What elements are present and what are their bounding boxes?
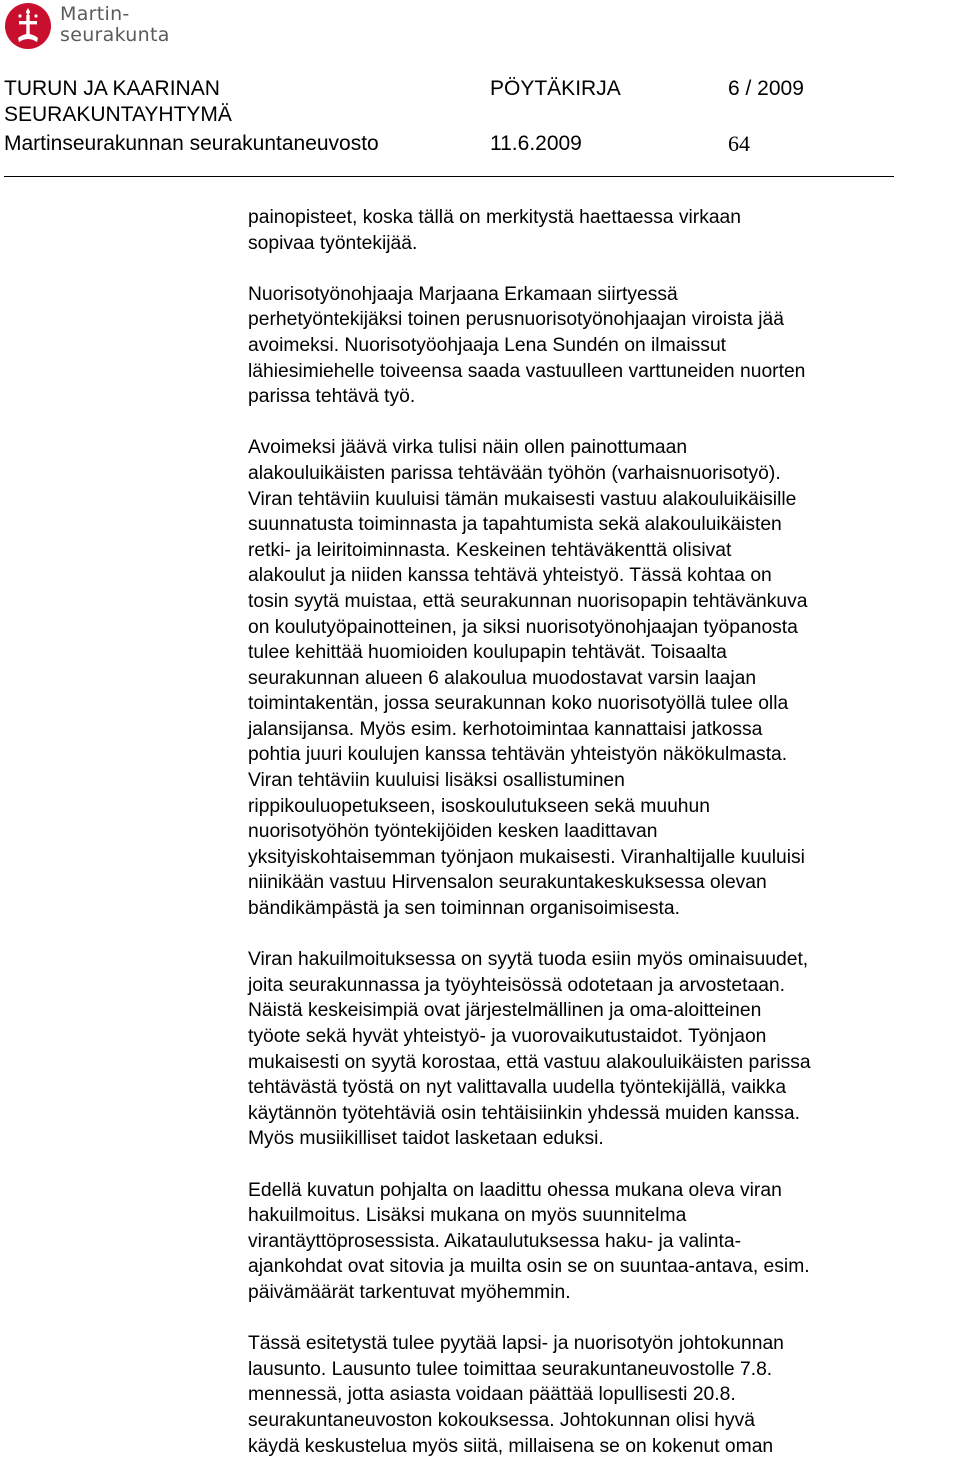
paragraph-line: Tässä esitetystä tulee pyytää lapsi- ja nuorisotyön johtokunnan xyxy=(248,1331,948,1357)
paragraph-line: parissa tehtävä työ. xyxy=(248,384,948,410)
parish-logo xyxy=(4,2,170,50)
paragraph-line: joita seurakunnassa ja työyhteisössä odotetaan ja arvostetaan. xyxy=(248,973,948,999)
paragraph-line: rippikouluopetukseen, isoskoulutukseen sekä muuhun xyxy=(248,794,948,820)
paragraph-line: mennessä, jotta asiasta voidaan päättää lopullisesti 20.8. xyxy=(248,1382,948,1408)
paragraph-line: bändikämpästä ja sen toiminnan organisoimisesta. xyxy=(248,896,948,922)
paragraph-line: Viran tehtäviin kuuluisi tämän mukaisesti vastuu alakouluikäisille xyxy=(248,487,948,513)
paragraph-line: seurakuntaneuvoston kokouksessa. Johtokunnan olisi hyvä xyxy=(248,1408,948,1434)
paragraph-line: päivämäärät tarkentuvat myöhemmin. xyxy=(248,1280,948,1306)
paragraph-line: jalansijansa. Myös esim. kerhotoimintaa kannattaisi jatkossa xyxy=(248,717,948,743)
organization-name-line-2: SEURAKUNTAYHTYMÄ xyxy=(4,102,232,128)
paragraph-line: mukaisesti on syytä korostaa, että vastuu alakouluikäisten parissa xyxy=(248,1050,948,1076)
paragraph-line: retki- ja leiritoiminnasta. Keskeinen tehtäväkenttä olisivat xyxy=(248,538,948,564)
paragraph-line: virantäyttöprosessista. Aikataulutuksessa haku- ja valinta- xyxy=(248,1229,948,1255)
paragraph-line: nuorisotyöhön työntekijöiden kesken laadittavan xyxy=(248,819,948,845)
paragraph-line: alakouluikäisten parissa tehtävään työhön (varhaisnuorisotyö). xyxy=(248,461,948,487)
body-paragraph xyxy=(248,1331,948,1459)
logo-wordmark xyxy=(60,4,170,46)
paragraph-line: pohtia juuri koulujen kanssa tehtävän yhteistyön näkökulmasta. xyxy=(248,742,948,768)
body-paragraph xyxy=(248,205,948,256)
body-paragraph xyxy=(248,435,948,921)
page-number: 64 xyxy=(728,131,750,157)
paragraph-line: Nuorisotyönohjaaja Marjaana Erkamaan siirtyessä xyxy=(248,282,948,308)
paragraph-line: tulee kehittää huomioiden koulupapin tehtävät. Toisaalta xyxy=(248,640,948,666)
paragraph-line: Näistä keskeisimpiä ovat järjestelmällinen ja oma-aloitteinen xyxy=(248,998,948,1024)
header-divider xyxy=(4,176,894,177)
paragraph-line: sopivaa työntekijää. xyxy=(248,231,948,257)
paragraph-line: on koulutyöpainotteinen, ja siksi nuorisotyönohjaajan työpanosta xyxy=(248,615,948,641)
body-paragraph xyxy=(248,947,948,1152)
paragraph-line: lausunto. Lausunto tulee toimittaa seurakuntaneuvostolle 7.8. xyxy=(248,1357,948,1383)
logo-line-2: seurakunta xyxy=(60,25,170,46)
paragraph-line: seurakunnan alueen 6 alakoulua muodostavat varsin laajan xyxy=(248,666,948,692)
meeting-body-name: Martinseurakunnan seurakuntaneuvosto xyxy=(4,131,379,157)
header-row-2 xyxy=(4,102,884,128)
paragraph-line: Viran hakuilmoituksessa on syytä tuoda esiin myös ominaisuudet, xyxy=(248,947,948,973)
paragraph-line: ajankohdat ovat sitovia ja muilta osin se on suuntaa-antava, esim. xyxy=(248,1254,948,1280)
paragraph-line: tehtävästä työstä on nyt valittavalla uudella työntekijällä, vaikka xyxy=(248,1075,948,1101)
paragraph-line: suunnatusta toiminnasta ja tapahtumista sekä alakouluikäisten xyxy=(248,512,948,538)
paragraph-line: käytännön työtehtäviä osin tehtäisiinkin yhdessä muiden kanssa. xyxy=(248,1101,948,1127)
organization-name: TURUN JA KAARINAN xyxy=(4,76,220,102)
paragraph-line: hakuilmoitus. Lisäksi mukana on myös suunnitelma xyxy=(248,1203,948,1229)
paragraph-line: työote sekä hyvät yhteistyö- ja vuorovaikutustaidot. Työnjaon xyxy=(248,1024,948,1050)
paragraph-line: toimintakentän, jossa seurakunnan koko nuorisotyöllä tulee olla xyxy=(248,691,948,717)
paragraph-line: yksityiskohtaisemman työnjaon mukaisesti. Viranhaltijalle kuuluisi xyxy=(248,845,948,871)
paragraph-line: Viran tehtäviin kuuluisi lisäksi osallistuminen xyxy=(248,768,948,794)
cross-emblem-icon xyxy=(4,2,52,50)
paragraph-line: lähiesimiehelle toiveensa saada vastuulleen varttuneiden nuorten xyxy=(248,359,948,385)
header-row-1 xyxy=(4,76,884,102)
logo-line-1: Martin- xyxy=(60,4,170,25)
paragraph-line: Avoimeksi jäävä virka tulisi näin ollen painottumaan xyxy=(248,435,948,461)
paragraph-line: tosin syytä muistaa, että seurakunnan nuorisopapin tehtävänkuva xyxy=(248,589,948,615)
meeting-date: 11.6.2009 xyxy=(490,131,582,157)
paragraph-line: käydä keskustelua myös siitä, millaisena se on kokenut oman xyxy=(248,1434,948,1459)
body-paragraph xyxy=(248,1178,948,1306)
paragraph-line: Myös musiikilliset taidot lasketaan eduksi. xyxy=(248,1126,948,1152)
body-paragraph xyxy=(248,282,948,410)
document-number: 6 / 2009 xyxy=(728,76,804,102)
paragraph-line: Edellä kuvatun pohjalta on laadittu ohessa mukana oleva viran xyxy=(248,1178,948,1204)
paragraph-line: perhetyöntekijäksi toinen perusnuorisotyönohjaajan viroista jää xyxy=(248,307,948,333)
paragraph-line: avoimeksi. Nuorisotyöohjaaja Lena Sundén on ilmaissut xyxy=(248,333,948,359)
paragraph-line: niinikään vastuu Hirvensalon seurakuntakeskuksessa olevan xyxy=(248,870,948,896)
document-body xyxy=(248,205,948,1459)
paragraph-line: painopisteet, koska tällä on merkitystä haettaessa virkaan xyxy=(248,205,948,231)
paragraph-line: alakoulut ja niiden kanssa tehtävä yhteistyö. Tässä kohtaa on xyxy=(248,563,948,589)
document-type: PÖYTÄKIRJA xyxy=(490,76,621,102)
header-row-3 xyxy=(4,128,884,154)
document-header xyxy=(4,76,884,154)
